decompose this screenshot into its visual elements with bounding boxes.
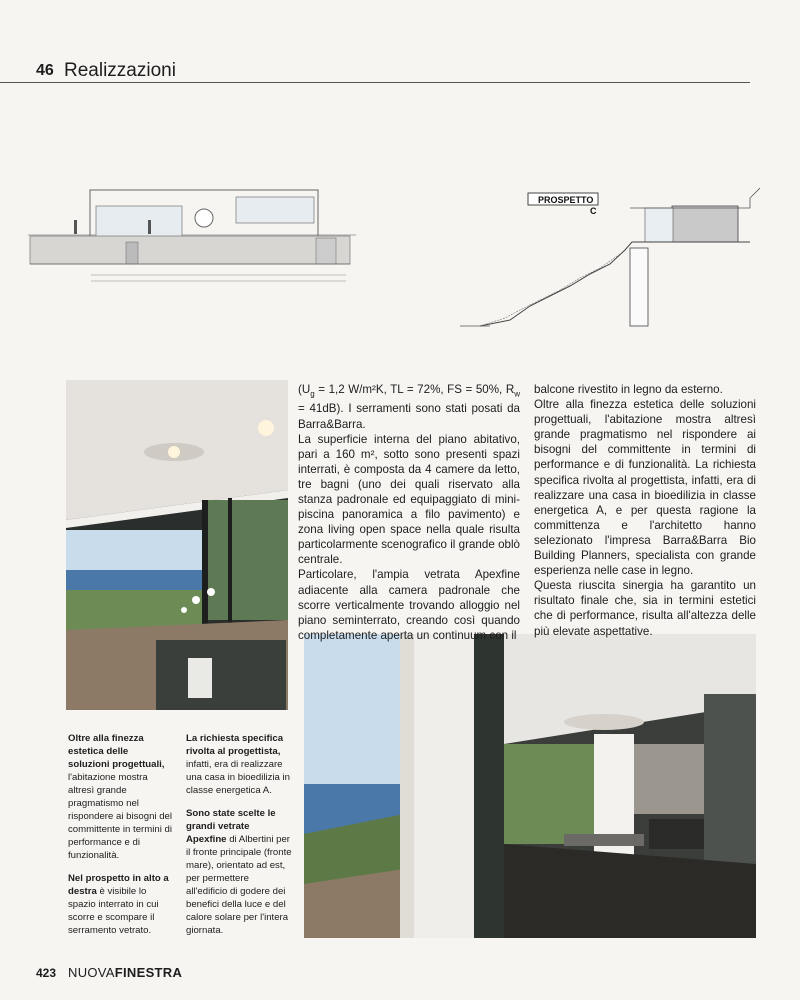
body-column-1 (298, 382, 520, 643)
caption-prospetto: Nel prospetto in alto a destra è visibile lo spazio interrato in cui scorre e scompare il serramento vetrato. (68, 873, 169, 936)
body-paragraph-2: La superficie interna del piano abitativo, pari a 160 m², sotto sono presenti spazi interrati, è composta da 4 camere da letto, tre bagni (uno dei quali riservato alla stanza padronale ed equipaggiato di mini-piscina panoramica a filo pavimento) e zona living open space nella quale risulta particolarmente scenografico il grande oblò centrale. (298, 432, 520, 567)
page-number: 46 (36, 62, 54, 79)
prospetto-label: PROSPETTO (538, 195, 594, 205)
body-paragraph-1: ($U_g = 1,2$ W/m²K, TL = 72%, FS = 50%, $R_w = 41dB$). I serramenti sono stati posati da Barra&Barra. (298, 383, 520, 431)
caption-left (68, 732, 172, 947)
caption-right (186, 732, 292, 947)
interior-photo-living (304, 634, 756, 938)
section-title: Realizzazioni (64, 60, 176, 81)
caption-vetrate: Sono state scelte le grandi vetrate Apexfine di Albertini per il fronte principale (fronte mare), orientato ad est, per permettere all'edificio di godere dei benefici della luce e del calore solare per l'intera giornata. (186, 808, 292, 936)
body-column-2 (534, 382, 756, 639)
body-paragraph-4: balcone rivestito in legno da esterno. (534, 383, 723, 396)
caption-finezza: Oltre alla finezza estetica delle soluzioni progettuali, l'abitazione mostra altresì grande pragmatismo nel rispondere ai bisogni del committente in termini di performance e di funzionalità. (68, 733, 172, 861)
elevation-drawing-left (26, 180, 366, 290)
prospetto-letter: C (590, 206, 597, 216)
body-paragraph-5: Oltre alla finezza estetica delle soluzioni progettuali, l'abitazione mostra altresì grande pragmatismo nel rispondere ai bisogni del committente in termini di performance e di funzionalità. La richiesta specifica rivolta al progettista, infatti, era di realizzare una casa in bioedilizia in classe energetica A, e per questa ragione la committenza e l'architetto hanno selezionato l'impresa Barra&Barra Bio Building Planners, specialista con grande esperienza nelle case in legno. (534, 398, 756, 578)
interior-photo-bedroom (66, 380, 288, 710)
body-paragraph-3: Particolare, l'ampia vetrata Apexfine adiacente alla camera padronale che scorre verticalmente trovando alloggio nel piano seminterrato, creando così quando completamente aperta un continuum con il (298, 568, 520, 642)
section-drawing-right (450, 178, 760, 333)
caption-richiesta: La richiesta specifica rivolta al progettista, infatti, era di realizzare una casa in bioedilizia in classe energetica A. (186, 733, 290, 796)
magazine-name: NUOVAFINESTRA (68, 965, 183, 980)
footer-page-number: 423 (36, 966, 57, 980)
body-paragraph-6: Questa riuscita sinergia ha garantito un risultato finale che, sia in termini estetici che di performance, risulta all'altezza delle più elevate aspettative. (534, 579, 756, 638)
page-header (0, 58, 750, 83)
